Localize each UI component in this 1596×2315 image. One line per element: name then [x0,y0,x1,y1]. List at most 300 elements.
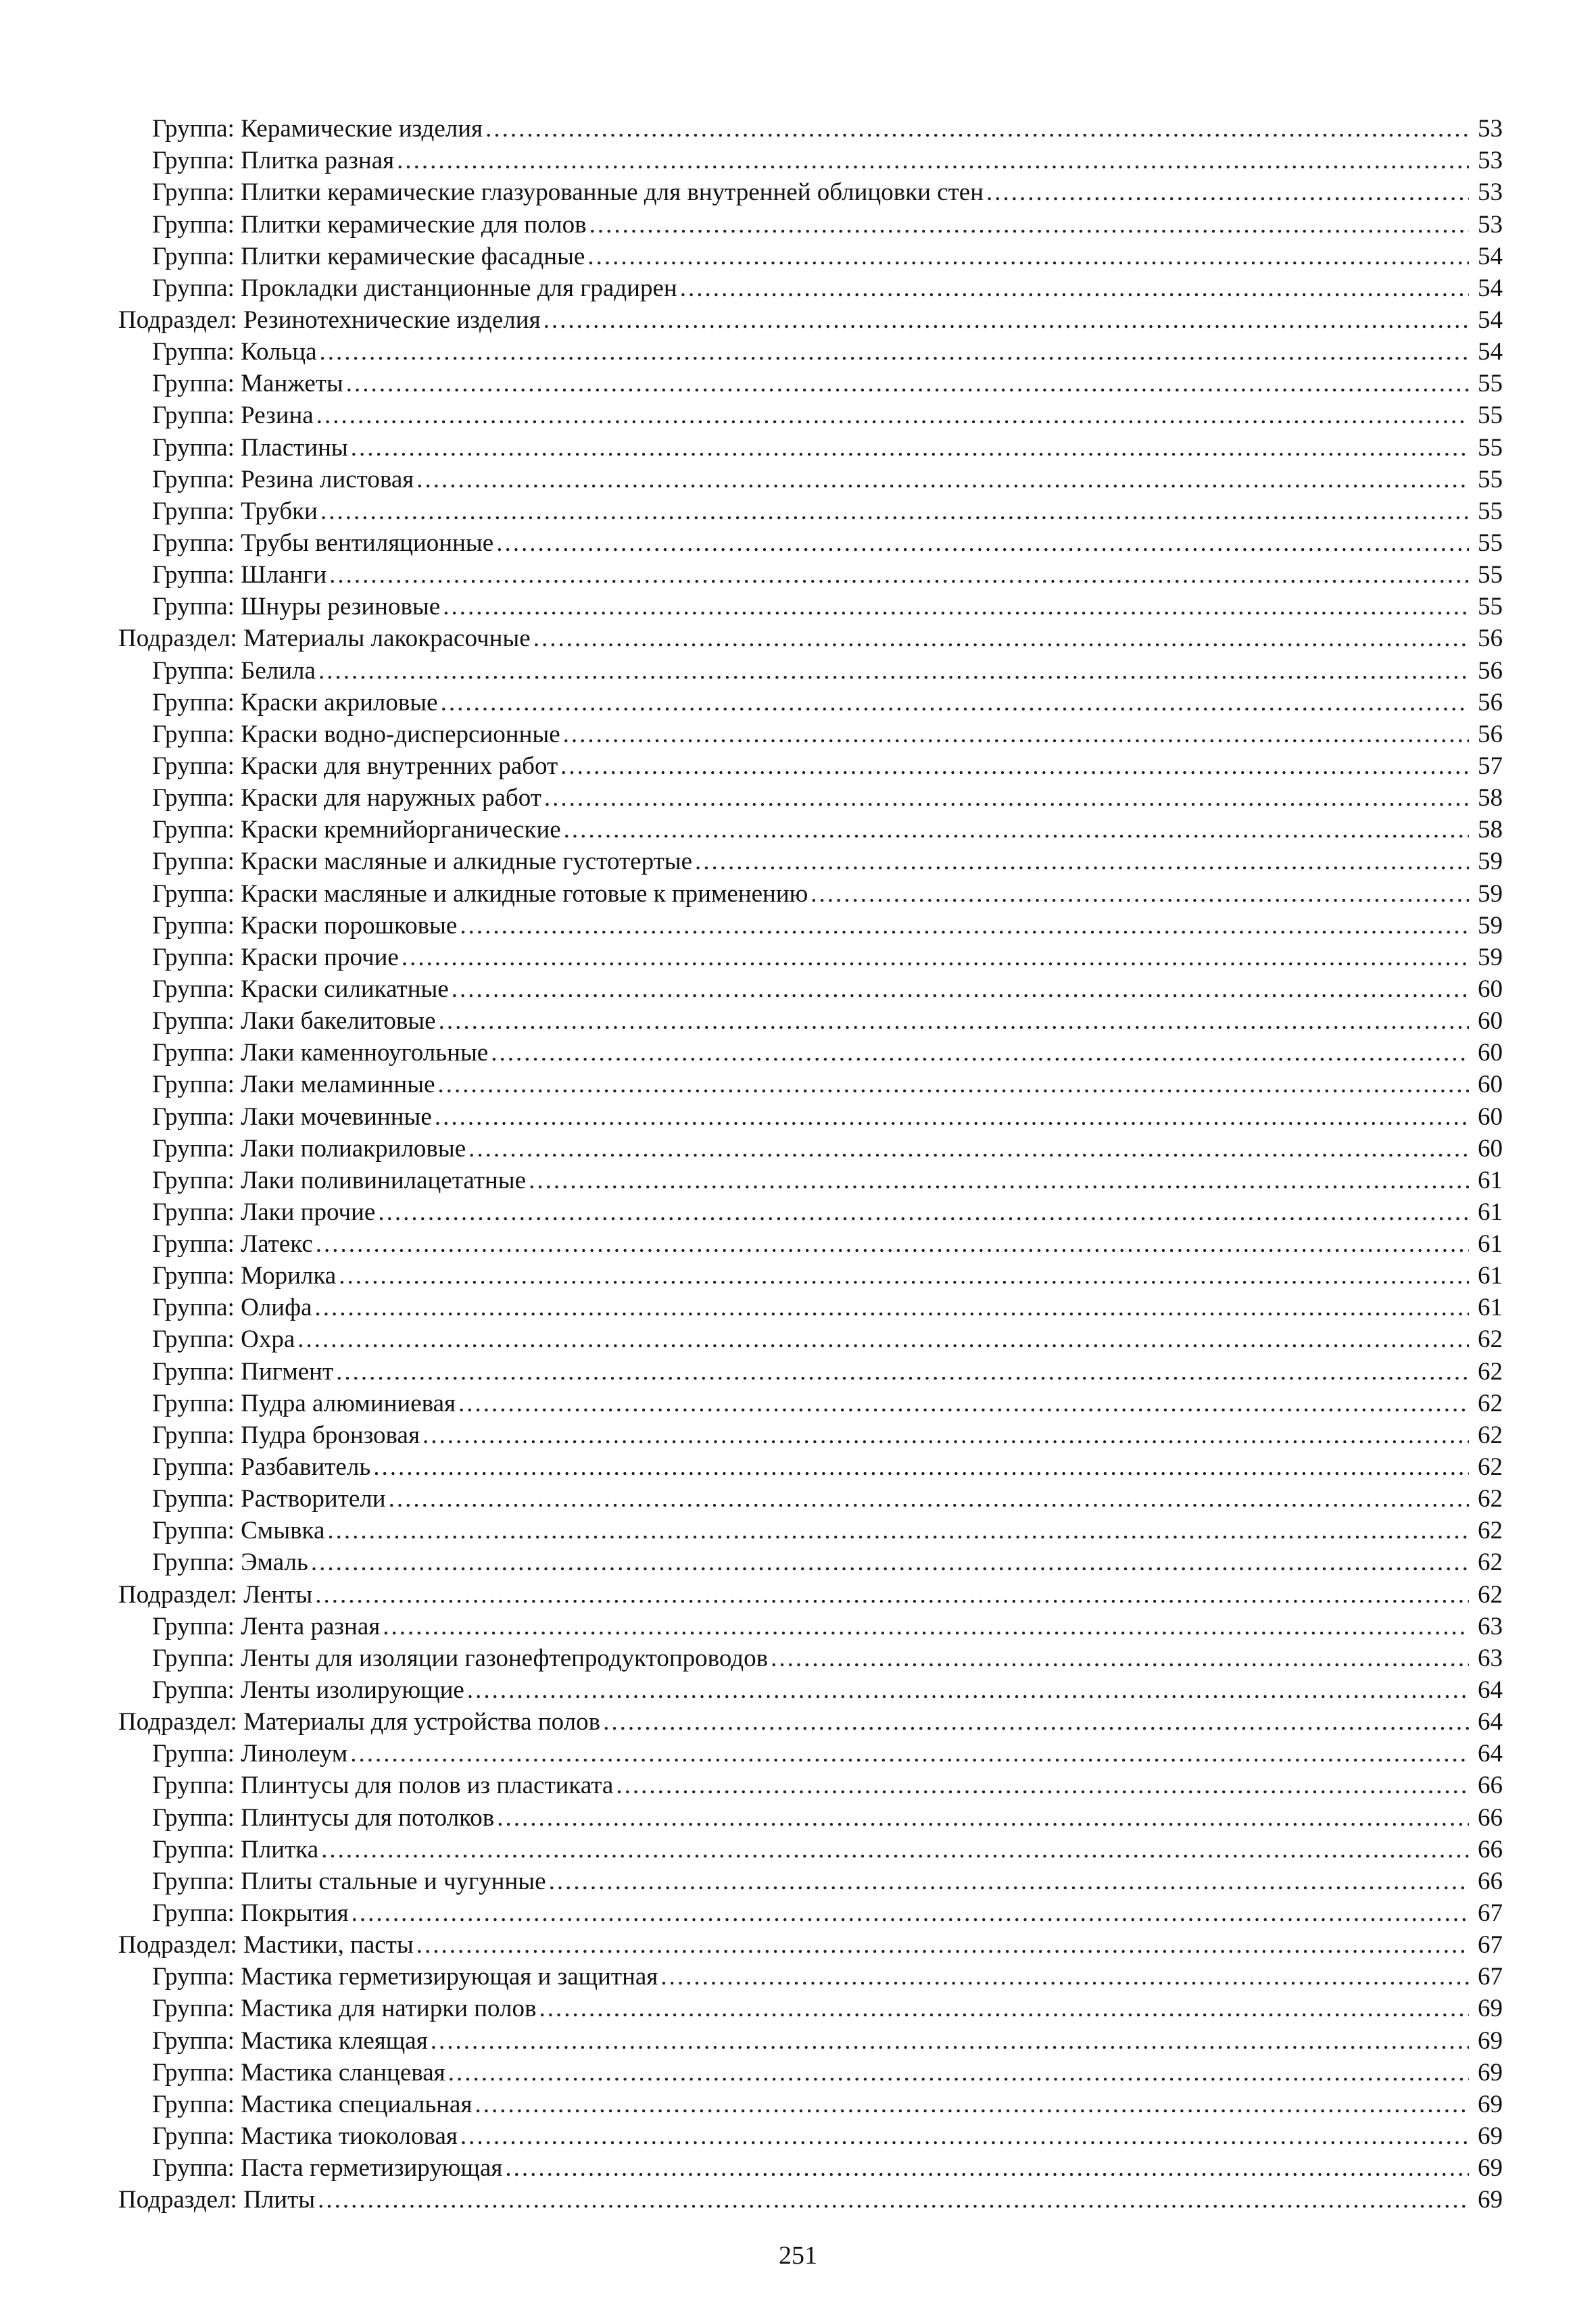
toc-entry-line [152,1614,1596,1639]
toc-dot-leader [460,913,1469,938]
toc-entry-page-number: 54 [1478,274,1503,302]
toc-entry-title: Группа: Плитки керамические фасадные [152,242,585,270]
toc-entry-page-number: 55 [1478,401,1503,430]
toc-entry-page-number: 64 [1478,1740,1503,1768]
toc-group-entry [0,813,1596,845]
toc-entry-line [152,1678,1596,1703]
toc-group-entry [0,2056,1596,2088]
toc-entry-page-number: 59 [1478,848,1503,876]
toc-dot-leader [543,308,1469,333]
toc-group-entry [0,1323,1596,1355]
toc-entry-line [152,849,1596,874]
toc-entry-page-number: 60 [1478,1007,1503,1035]
toc-entry-line [152,339,1596,364]
toc-entry-page-number: 62 [1478,1357,1503,1386]
toc-dot-leader [505,2155,1469,2180]
toc-entry-line [152,1295,1596,1320]
toc-entry-title: Группа: Паста герметизирующая [152,2154,503,2183]
toc-entry-page-number: 60 [1478,1039,1503,1067]
toc-entry-line [152,371,1596,396]
toc-group-entry [0,399,1596,431]
toc-entry-page-number: 55 [1478,561,1503,589]
toc-group-entry [0,1419,1596,1451]
toc-entry-title: Группа: Мастика герметизирующая и защитная [152,1963,658,1991]
toc-entry-title: Группа: Шнуры резиновые [152,593,441,621]
toc-entry-title: Группа: Краски масляные и алкидные густотертые [152,848,693,876]
toc-dot-leader [603,1709,1469,1734]
toc-entry-title: Группа: Трубы вентиляционные [152,529,494,557]
toc-dot-leader [320,499,1469,524]
toc-entry-title: Группа: Краски силикатные [152,975,449,1003]
toc-entry-line [152,722,1596,747]
toc-entry-page-number: 62 [1478,1485,1503,1513]
toc-entry-page-number: 61 [1478,1166,1503,1194]
toc-entry-title: Группа: Мастика для натирки полов [152,1995,537,2023]
toc-entry-title: Группа: Трубки [152,497,318,525]
toc-group-entry [0,1737,1596,1769]
toc-entry-page-number: 54 [1478,306,1503,334]
toc-entry-page-number: 53 [1478,210,1503,239]
toc-entry-page-number: 56 [1478,720,1503,748]
toc-dot-leader [351,435,1469,460]
toc-entry-page-number: 69 [1478,2186,1503,2214]
toc-dot-leader [311,1550,1469,1575]
toc-entry-page-number: 59 [1478,943,1503,971]
toc-group-entry [0,877,1596,908]
toc-subsection-entry [0,622,1596,654]
toc-group-entry [0,2151,1596,2183]
toc-entry-line [152,403,1596,428]
toc-entry-line [152,1104,1596,1129]
toc-group-entry [0,1514,1596,1546]
toc-dot-leader [587,244,1469,269]
toc-entry-line [152,562,1596,587]
toc-dot-leader [316,1232,1469,1257]
toc-entry-page-number: 67 [1478,1931,1503,1959]
toc-dot-leader [496,531,1469,556]
toc-entry-page-number: 64 [1478,1676,1503,1705]
toc-group-entry [0,1036,1596,1068]
toc-entry-page-number: 69 [1478,2090,1503,2118]
toc-entry-line [118,626,1596,651]
toc-group-entry [0,2024,1596,2055]
toc-group-entry [0,1674,1596,1705]
toc-entry-page-number: 55 [1478,593,1503,621]
toc-group-entry [0,1960,1596,1992]
toc-entry-title: Группа: Прокладки дистанционные для градирен [152,274,677,302]
toc-entry-line [152,1550,1596,1575]
toc-entry-page-number: 62 [1478,1549,1503,1577]
toc-entry-line [152,1773,1596,1798]
toc-group-entry [0,941,1596,973]
toc-entry-page-number: 59 [1478,911,1503,940]
toc-entry-line [152,977,1596,1002]
toc-entry-line [152,499,1596,524]
toc-entry-page-number: 53 [1478,147,1503,175]
toc-entry-line [152,817,1596,842]
toc-entry-title: Группа: Манжеты [152,370,343,398]
toc-entry-page-number: 61 [1478,1198,1503,1226]
toc-entry-title: Группа: Плитка [152,1835,319,1863]
toc-entry-title: Группа: Мастика клеящая [152,2026,428,2055]
toc-dot-leader [329,562,1469,587]
toc-dot-leader [438,1072,1470,1097]
toc-group-entry [0,590,1596,622]
toc-entry-title: Группа: Краски для наружных работ [152,784,541,812]
toc-entry-page-number: 69 [1478,1995,1503,2023]
toc-entry-page-number: 69 [1478,2026,1503,2055]
toc-entry-title: Группа: Керамические изделия [152,115,483,143]
toc-dot-leader [811,881,1469,906]
toc-entry-title: Группа: Мастика тиоколовая [152,2122,458,2150]
toc-entry-page-number: 59 [1478,879,1503,908]
toc-entry-line [152,881,1596,906]
toc-entry-title: Группа: Охра [152,1325,295,1354]
toc-entry-title: Подраздел: Ленты [118,1580,313,1609]
toc-entry-page-number: 58 [1478,784,1503,812]
toc-entry-line [152,2154,1596,2183]
toc-entry-line [152,1008,1596,1033]
toc-entry-line [152,276,1596,301]
toc-entry-line [152,1423,1596,1448]
toc-entry-line [152,116,1596,141]
toc-dot-leader [320,339,1469,364]
toc-entry-title: Группа: Краски для внутренних работ [152,752,558,780]
toc-dot-leader [378,1200,1469,1225]
toc-entry-page-number: 67 [1478,1963,1503,1991]
toc-entry-title: Группа: Плинтусы для полов из пластиката [152,1772,614,1800]
toc-entry-title: Группа: Плитка разная [152,147,395,175]
toc-dot-leader [439,1008,1469,1033]
toc-group-entry [0,2120,1596,2151]
toc-dot-leader [402,945,1469,970]
toc-group-entry [0,1833,1596,1865]
toc-entry-title: Группа: Краски кремнийорганические [152,816,561,844]
toc-dot-leader [373,1455,1469,1480]
toc-entry-title: Группа: Пудра алюминиевая [152,1389,456,1417]
toc-group-entry [0,1164,1596,1196]
toc-entry-page-number: 55 [1478,497,1503,525]
toc-group-entry [0,1642,1596,1674]
table-of-contents [0,112,1596,2215]
toc-dot-leader [336,1359,1469,1384]
toc-entry-page-number: 69 [1478,2122,1503,2150]
toc-entry-page-number: 62 [1478,1517,1503,1545]
toc-dot-leader [533,626,1469,651]
toc-subsection-entry [0,2183,1596,2215]
toc-dot-leader [443,594,1469,619]
toc-entry-page-number: 62 [1478,1453,1503,1482]
toc-entry-line [152,244,1596,269]
toc-group-entry [0,558,1596,590]
toc-entry-line [152,1263,1596,1288]
toc-entry-line [152,1805,1596,1830]
toc-dot-leader [468,1136,1469,1161]
toc-group-entry [0,208,1596,239]
toc-entry-title: Группа: Лаки каменноугольные [152,1039,489,1067]
toc-entry-line [152,785,1596,810]
toc-entry-title: Группа: Латекс [152,1230,313,1259]
toc-group-entry [0,1451,1596,1482]
toc-entry-line [152,1518,1596,1543]
toc-entry-title: Группа: Пластины [152,433,348,462]
toc-entry-page-number: 60 [1478,1071,1503,1099]
toc-subsection-entry [0,1578,1596,1609]
toc-entry-title: Группа: Резина [152,401,314,430]
toc-dot-leader [660,1964,1469,1989]
toc-dot-leader [448,2060,1469,2085]
toc-entry-line [152,1837,1596,1862]
toc-subsection-entry [0,1705,1596,1737]
toc-entry-line [152,1964,1596,1989]
toc-entry-title: Группа: Разбавитель [152,1453,371,1482]
toc-entry-page-number: 62 [1478,1421,1503,1449]
toc-dot-leader [315,1582,1469,1607]
toc-entry-page-number: 55 [1478,433,1503,462]
toc-entry-line [152,1646,1596,1671]
toc-group-entry [0,1132,1596,1164]
toc-entry-page-number: 61 [1478,1294,1503,1322]
toc-entry-line [152,2060,1596,2085]
toc-entry-line [152,1486,1596,1511]
toc-entry-title: Группа: Плиты стальные и чугунные [152,1867,546,1895]
toc-entry-page-number: 66 [1478,1867,1503,1895]
toc-group-entry [0,112,1596,144]
toc-entry-line [152,148,1596,173]
toc-entry-title: Группа: Линолеум [152,1740,348,1768]
toc-dot-leader [529,1168,1469,1193]
toc-subsection-entry [0,1928,1596,1960]
toc-group-entry [0,1004,1596,1036]
toc-dot-leader [441,690,1469,715]
toc-entry-page-number: 60 [1478,1102,1503,1131]
toc-entry-line [152,1072,1596,1097]
toc-dot-leader [383,1614,1469,1639]
toc-entry-title: Группа: Ленты для изоляции газонефтепродуктопроводов [152,1644,769,1672]
toc-entry-line [152,2124,1596,2149]
toc-group-entry [0,1546,1596,1578]
toc-dot-leader [986,180,1469,205]
toc-entry-title: Группа: Растворители [152,1485,386,1513]
toc-entry-line [152,1327,1596,1352]
toc-dot-leader [431,2028,1469,2053]
toc-dot-leader [435,1104,1469,1129]
toc-entry-title: Группа: Краски водно-дисперсионные [152,720,560,748]
toc-entry-line [152,754,1596,779]
toc-entry-title: Группа: Резина листовая [152,465,414,493]
toc-group-entry [0,781,1596,813]
toc-dot-leader [549,1869,1469,1894]
toc-dot-leader [416,1932,1469,1957]
toc-dot-leader [397,148,1469,173]
toc-dot-leader [485,116,1469,141]
toc-entry-page-number: 63 [1478,1644,1503,1672]
toc-entry-page-number: 57 [1478,752,1503,780]
toc-group-entry [0,718,1596,750]
toc-entry-line [152,1996,1596,2021]
toc-dot-leader [318,658,1469,683]
toc-entry-line [152,1136,1596,1161]
toc-dot-leader [422,1423,1469,1448]
toc-entry-line [118,1582,1596,1607]
toc-group-entry [0,1068,1596,1100]
toc-group-entry [0,686,1596,718]
toc-entry-page-number: 61 [1478,1230,1503,1259]
toc-dot-leader [589,212,1469,237]
toc-entry-page-number: 69 [1478,2058,1503,2087]
toc-entry-title: Группа: Смывка [152,1517,325,1545]
toc-dot-leader [695,849,1469,874]
toc-entry-line [152,913,1596,938]
toc-entry-line [152,212,1596,237]
toc-dot-leader [616,1773,1469,1798]
toc-entry-line [152,1359,1596,1384]
toc-entry-line [152,1455,1596,1480]
toc-group-entry [0,1196,1596,1227]
toc-group-entry [0,1769,1596,1801]
toc-entry-page-number: 55 [1478,465,1503,493]
toc-group-entry [0,240,1596,272]
toc-entry-page-number: 67 [1478,1899,1503,1928]
toc-entry-title: Группа: Лаки поливинилацетатные [152,1166,527,1194]
toc-group-entry [0,431,1596,462]
toc-dot-leader [497,1805,1469,1830]
toc-entry-line [152,180,1596,205]
toc-entry-line [152,2028,1596,2053]
toc-dot-leader [389,1486,1469,1511]
toc-entry-page-number: 55 [1478,529,1503,557]
toc-dot-leader [350,1741,1469,1766]
toc-group-entry [0,176,1596,208]
toc-entry-line [152,1232,1596,1257]
toc-group-entry [0,1992,1596,2024]
toc-entry-page-number: 69 [1478,2154,1503,2183]
toc-entry-line [152,1168,1596,1193]
toc-entry-line [118,2187,1596,2212]
toc-entry-page-number: 55 [1478,370,1503,398]
toc-entry-title: Группа: Олифа [152,1294,312,1322]
toc-entry-title: Группа: Пудра бронзовая [152,1421,420,1449]
toc-entry-title: Группа: Шланги [152,561,327,589]
toc-dot-leader [771,1646,1469,1671]
toc-entry-title: Подраздел: Плиты [118,2186,316,2214]
toc-entry-title: Группа: Краски акриловые [152,688,438,716]
toc-dot-leader [352,1901,1469,1926]
toc-dot-leader [458,1391,1469,1416]
toc-entry-page-number: 62 [1478,1325,1503,1354]
toc-group-entry [0,1897,1596,1928]
toc-entry-page-number: 60 [1478,975,1503,1003]
toc-group-entry [0,1387,1596,1419]
toc-entry-title: Группа: Ленты изолирующие [152,1676,464,1705]
page-number: 251 [779,2241,817,2270]
toc-entry-page-number: 66 [1478,1772,1503,1800]
toc-entry-line [152,2092,1596,2117]
toc-entry-page-number: 56 [1478,656,1503,685]
toc-group-entry [0,1355,1596,1386]
toc-dot-leader [467,1678,1469,1703]
toc-entry-page-number: 53 [1478,115,1503,143]
toc-entry-line [152,467,1596,492]
toc-dot-leader [460,2124,1469,2149]
toc-entry-line [152,945,1596,970]
toc-entry-line [152,531,1596,556]
toc-group-entry [0,495,1596,527]
toc-group-entry [0,1227,1596,1259]
toc-entry-page-number: 63 [1478,1612,1503,1640]
toc-entry-title: Группа: Плитки керамические для полов [152,210,587,239]
toc-entry-title: Группа: Краски прочие [152,943,399,971]
toc-entry-page-number: 56 [1478,688,1503,716]
toc-entry-title: Группа: Плитки керамические глазурованные для внутренней облицовки стен [152,178,984,207]
toc-group-entry [0,750,1596,781]
toc-entry-page-number: 56 [1478,625,1503,653]
toc-entry-line [152,1869,1596,1894]
toc-group-entry [0,463,1596,495]
toc-entry-title: Группа: Краски масляные и алкидные готовые к применению [152,879,808,908]
toc-entry-title: Подраздел: Резинотехнические изделия [118,306,541,334]
toc-dot-leader [491,1040,1469,1065]
toc-dot-leader [680,276,1469,301]
toc-entry-title: Группа: Плинтусы для потолков [152,1803,495,1832]
toc-subsection-entry [0,303,1596,335]
toc-dot-leader [416,467,1469,492]
toc-entry-title: Группа: Кольца [152,338,317,366]
toc-group-entry [0,527,1596,558]
toc-dot-leader [297,1327,1469,1352]
toc-entry-title: Группа: Морилка [152,1262,337,1290]
toc-entry-line [152,1391,1596,1416]
toc-entry-title: Группа: Лаки меламинные [152,1071,435,1099]
toc-entry-title: Подраздел: Материалы лакокрасочные [118,625,531,653]
toc-entry-line [152,690,1596,715]
toc-group-entry [0,845,1596,877]
toc-dot-leader [475,2092,1469,2117]
toc-entry-page-number: 53 [1478,178,1503,207]
toc-dot-leader [452,977,1469,1002]
toc-entry-title: Группа: Краски порошковые [152,911,458,940]
toc-entry-line [152,1741,1596,1766]
toc-entry-line [118,1932,1596,1957]
toc-entry-line [118,1709,1596,1734]
toc-dot-leader [539,1996,1470,2021]
toc-entry-title: Подраздел: Мастики, пасты [118,1931,414,1959]
toc-entry-title: Группа: Мастика сланцевая [152,2058,445,2087]
toc-dot-leader [563,722,1469,747]
toc-entry-page-number: 66 [1478,1803,1503,1832]
toc-group-entry [0,1100,1596,1131]
toc-entry-title: Группа: Лаки мочевинные [152,1102,432,1131]
toc-entry-page-number: 62 [1478,1580,1503,1609]
toc-entry-title: Подраздел: Материалы для устройства полов [118,1708,601,1736]
toc-group-entry [0,144,1596,176]
toc-group-entry [0,909,1596,941]
toc-entry-line [152,658,1596,683]
toc-group-entry [0,1259,1596,1291]
toc-group-entry [0,1801,1596,1832]
toc-entry-page-number: 64 [1478,1708,1503,1736]
toc-entry-title: Группа: Белила [152,656,316,685]
toc-dot-leader [316,403,1469,428]
toc-dot-leader [315,1295,1469,1320]
toc-entry-title: Группа: Пигмент [152,1357,334,1386]
toc-entry-page-number: 66 [1478,1835,1503,1863]
toc-group-entry [0,1291,1596,1323]
toc-group-entry [0,654,1596,685]
toc-group-entry [0,367,1596,399]
toc-group-entry [0,272,1596,303]
toc-entry-page-number: 58 [1478,816,1503,844]
